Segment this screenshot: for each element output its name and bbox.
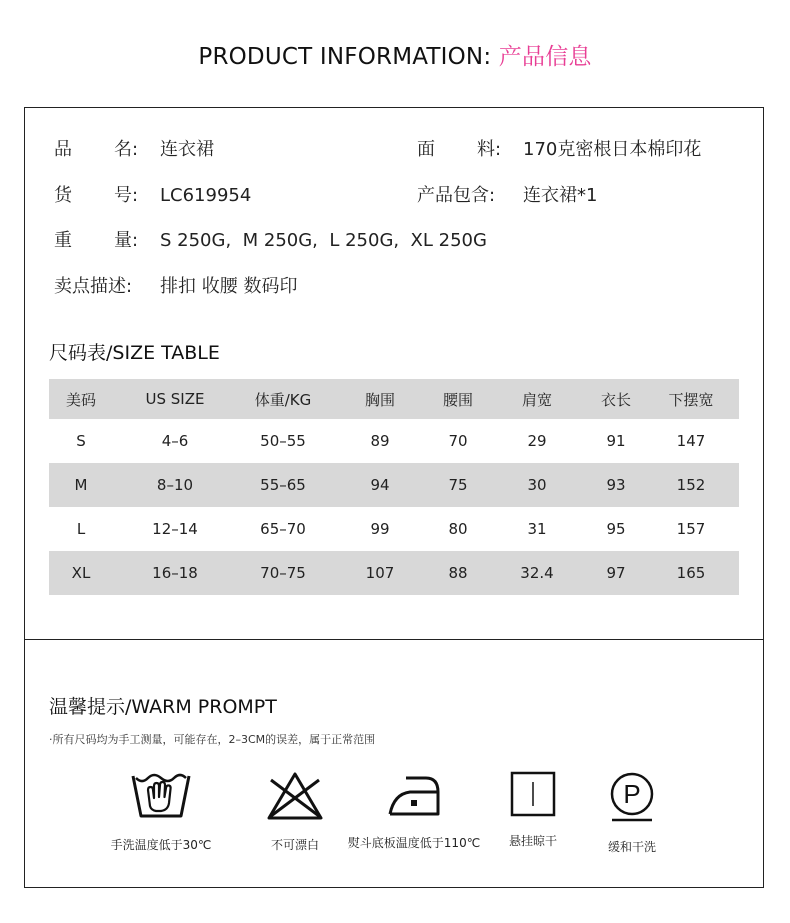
table-header-row <box>49 379 739 419</box>
col-header: 下摆宽 <box>668 390 714 409</box>
hand-wash-icon <box>130 770 192 822</box>
care-label: 悬挂晾干 <box>508 834 557 848</box>
title-cn: 产品信息 <box>498 44 592 70</box>
size-table <box>49 379 739 595</box>
info-selling-label: 卖点描述: <box>54 276 133 297</box>
info-name: 品 名: 连衣裙 <box>54 137 214 163</box>
table-cell: 70 <box>448 432 468 450</box>
table-cell: 94 <box>370 476 390 494</box>
table-cell: 50–55 <box>260 432 306 450</box>
info-selling-value: 排扣 收腰 数码印 <box>160 276 298 297</box>
table-cell: 16–18 <box>152 564 198 582</box>
table-cell: 89 <box>370 432 390 450</box>
table-cell: 75 <box>448 476 468 494</box>
table-cell: 99 <box>370 520 390 538</box>
col-header: 美码 <box>65 390 96 409</box>
table-cell: 88 <box>448 564 468 582</box>
table-row <box>49 419 739 463</box>
col-header: 腰围 <box>442 390 473 409</box>
size-table-heading: 尺码表/SIZE TABLE <box>49 342 220 364</box>
info-selling-points <box>54 274 297 300</box>
warm-prompt-heading: 温馨提示/WARM PROMPT <box>49 696 277 718</box>
info-weight-value: S 250G, M 250G, L 250G, XL 250G <box>160 230 487 251</box>
table-cell: 157 <box>676 520 706 538</box>
hang-dry-icon <box>509 770 557 818</box>
iron-icon <box>386 770 442 820</box>
info-fabric: 面 料: 170克密根日本棉印花 <box>417 137 701 163</box>
info-fabric-label: 面 料 <box>417 139 495 160</box>
title-en: PRODUCT INFORMATION: <box>198 44 492 70</box>
table-cell: 8–10 <box>156 476 194 494</box>
info-package <box>417 183 597 209</box>
table-cell: 4–6 <box>161 432 189 450</box>
table-cell: 107 <box>365 564 395 582</box>
care-label: 缓和干洗 <box>607 840 656 854</box>
care-dry-clean <box>562 770 702 855</box>
page-title <box>0 38 790 71</box>
table-cell: 152 <box>676 476 706 494</box>
info-weight: 重 量: S 250G, M 250G, L 250G, XL 250G <box>54 228 487 254</box>
table-cell: 97 <box>606 564 626 582</box>
info-item-no-value: LC619954 <box>160 185 252 206</box>
info-fabric-value: 170克密根日本棉印花 <box>523 139 702 160</box>
table-cell: 93 <box>606 476 626 494</box>
info-item-no-label: 货 号 <box>54 185 132 206</box>
table-cell: 70–75 <box>260 564 306 582</box>
col-header: US SIZE <box>145 390 205 408</box>
info-name-value: 连衣裙 <box>160 139 214 160</box>
table-cell: 55–65 <box>260 476 306 494</box>
table-row <box>49 551 739 595</box>
table-cell: 165 <box>676 564 706 582</box>
care-hand-wash <box>91 770 231 853</box>
table-cell: 147 <box>676 432 706 450</box>
measurement-note: ·所有尺码均为手工测量，可能存在，2–3CM的误差，属于正常范围 <box>49 733 376 746</box>
info-weight-label: 重 量 <box>54 230 132 251</box>
col-header: 肩宽 <box>521 390 552 409</box>
table-cell: 80 <box>448 520 468 538</box>
care-label: 不可漂白 <box>270 838 319 852</box>
col-header: 体重/KG <box>254 390 312 409</box>
dry-clean-icon <box>607 770 657 824</box>
col-header: 胸围 <box>364 390 395 409</box>
table-cell: 12–14 <box>152 520 198 538</box>
table-cell: 31 <box>527 520 547 538</box>
info-package-label: 产品包含: <box>417 185 496 206</box>
info-item-no: 货 号: LC619954 <box>54 183 251 209</box>
table-cell: 95 <box>606 520 626 538</box>
table-cell: 91 <box>606 432 626 450</box>
table-cell: L <box>76 520 86 538</box>
info-package-value: 连衣裙*1 <box>523 185 598 206</box>
table-cell: 30 <box>527 476 547 494</box>
table-row <box>49 507 739 551</box>
col-header: 衣长 <box>600 390 631 409</box>
care-label: 手洗温度低于30℃ <box>110 838 212 852</box>
svg-text:P: P <box>623 779 641 809</box>
table-cell: M <box>74 476 88 494</box>
care-label: 熨斗底板温度低于110℃ <box>347 836 481 850</box>
table-cell: 32.4 <box>520 564 554 582</box>
table-cell: 65–70 <box>260 520 306 538</box>
no-bleach-icon <box>265 770 325 822</box>
table-cell: 29 <box>527 432 547 450</box>
table-row <box>49 463 739 507</box>
info-name-label: 品 名 <box>54 139 132 160</box>
table-cell: XL <box>71 564 91 582</box>
table-cell: S <box>76 432 86 450</box>
